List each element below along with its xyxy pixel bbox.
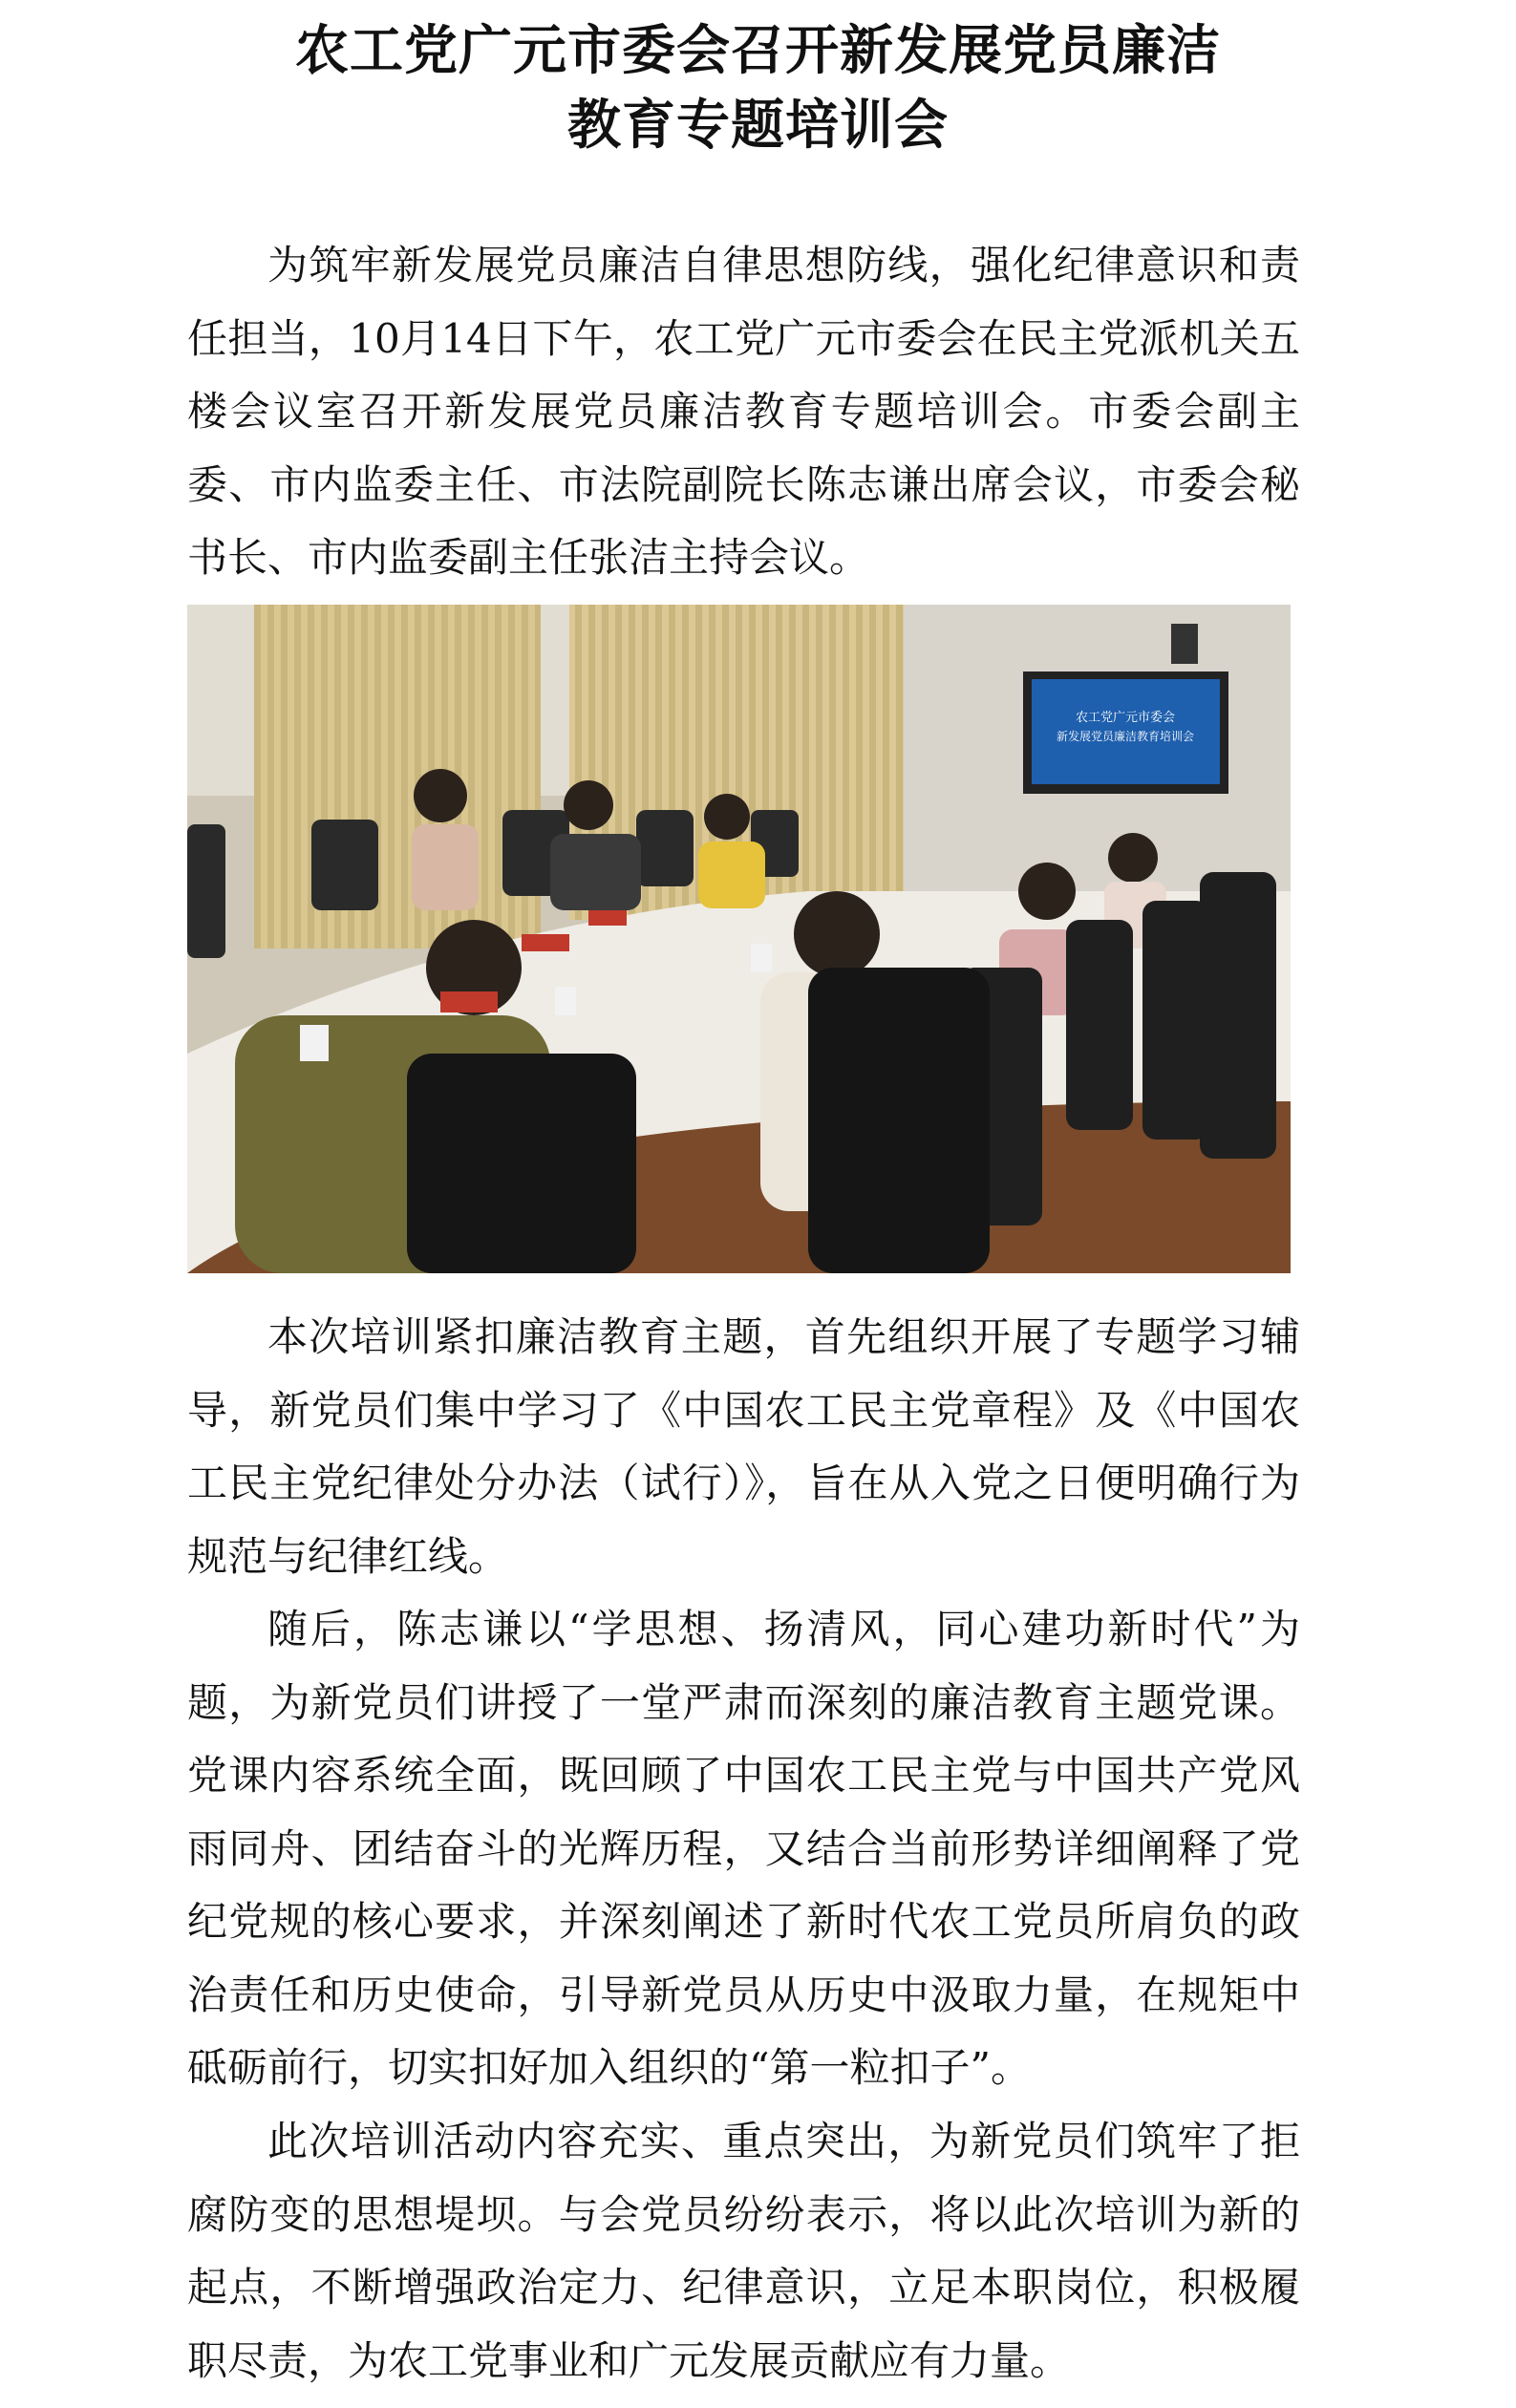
title-line-2: 教育专题培训会 <box>567 94 949 157</box>
paragraph-study: 本次培训紧扣廉洁教育主题，首先组织开展了专题学习辅导，新党员们集中学习了《中国农工民主党章程》及《中国农工民主党纪律处分办法（试行）》，旨在从入党之日便明确行为规范与纪律红线。 <box>187 1313 1300 1580</box>
article-title <box>0 13 1516 162</box>
tv-screen-line-1: 农工党广元市委会 <box>1075 711 1176 725</box>
paragraph-lecture: 随后，陈志谦以“学思想、扬清风，同心建功新时代”为题，为新党员们讲授了一堂严肃而深刻的廉洁教育主题党课。党课内容系统全面，既回顾了中国农工民主党与中国共产党风雨同舟、团结奋斗的光辉历程，又结合当前形势详细阐释了党纪党规的核心要求，并深刻阐述了新时代农工党员所肩负的政治责任和历史使命，引导新党员从历史中汲取力量，在规矩中砥砺前行，切实扣好加入组织的“第一粒扣子”。 <box>187 1606 1300 2091</box>
paragraph-intro: 为筑牢新发展党员廉洁自律思想防线，强化纪律意识和责任担当，10月14日下午，农工党广元市委会在民主党派机关五楼会议室召开新发展党员廉洁教育专题培训会。市委会副主委、市内监委主任、市法院副院长陈志谦出席会议，市委会秘书长、市内监委副主任张洁主持会议。 <box>187 242 1300 581</box>
tv-screen-line-2: 新发展党员廉洁教育培训会 <box>1056 730 1195 743</box>
meeting-photo <box>187 605 1291 1273</box>
paragraph-summary: 此次培训活动内容充实、重点突出，为新党员们筑牢了拒腐防变的思想堤坝。与会党员纷纷表示，将以此次培训为新的起点，不断增强政治定力、纪律意识，立足本职岗位，积极履职尽责，为农工党事业和广元发展贡献应有力量。 <box>187 2118 1300 2384</box>
title-line-1: 农工党广元市委会召开新发展党员廉洁 <box>295 19 1221 82</box>
